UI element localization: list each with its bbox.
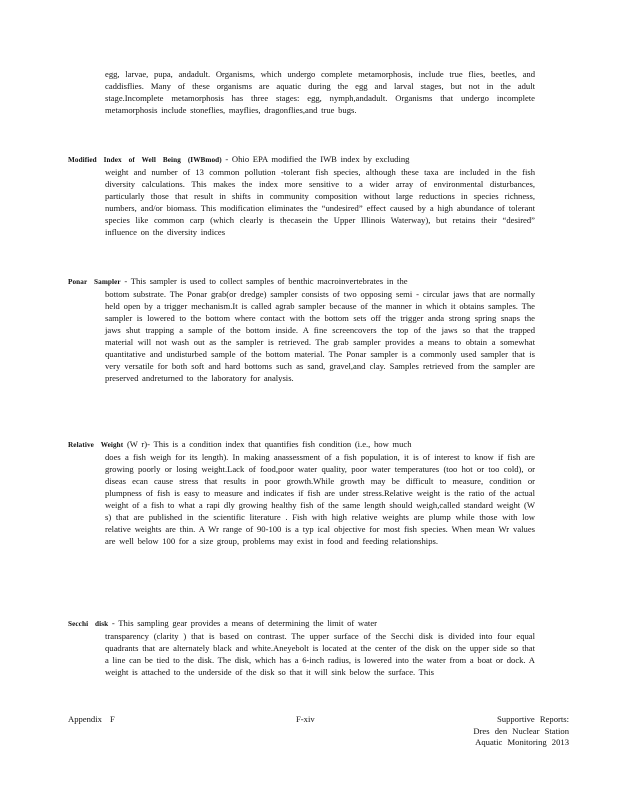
glossary-first-line: (W r)- This is a condition index that quantifies fish condition (i.e., how much xyxy=(126,439,412,449)
glossary-term: Secchi disk xyxy=(68,620,109,628)
glossary-definition: weight and number of 13 common pollution -tolerant fish species, although these taxa are included in the fish diversity calculations. This makes the index more sensitive to a wider array of environmental disturbances, particularly those that result in shifts in community composition without large reductions in species richness, numbers, and/or biomass. This modification eliminates the “undesired” effect caused by a high abundance of tolerant species like common carp (which clearly is thecasein the Upper Illinois Waterway), but retains their “desired” influence on the diversity indices xyxy=(105,167,535,237)
footer-report-line: Dres den Nuclear Station xyxy=(473,725,569,736)
glossary-entry-ponar xyxy=(68,275,535,384)
footer-report-line: Aquatic Monitoring 2013 xyxy=(475,737,569,747)
footer-appendix: Appendix F xyxy=(68,714,115,724)
glossary-term: Ponar Sampler xyxy=(68,278,121,286)
glossary-definition: does a fish weigh for its length). In making anassessment of a fish population, it is of interest to know if fish are growing poorly or losing weight.Lack of food,poor water quality, poor water temperatures (too hot or too cold), or diseas ecan cause stress that results in poor growth.While growth may be difficult to measure, condition or plumpness of fish is easy to measure and indicates if fish are under stress.Relative weight is the ratio of the actual weight of a fish to what a rapi dly growing healthy fish of the same length should weigh,called standard weight (W s) that are published in the scientific literature . Fish with high relative weights are plump while those with low relative weights are thin. A Wr range of 90-100 is a typ ical objective for most fish species. When mean Wr values are well below 100 for a size group, problems may exist in food and feeding relationships. xyxy=(105,452,535,546)
glossary-entry-secchi-disk xyxy=(68,617,535,678)
glossary-term: Modified Index of Well Being (IWBmod) xyxy=(68,156,222,164)
continued-paragraph: egg, larvae, pupa, andadult. Organisms, which undergo complete metamorphosis, include true flies, beetles, and caddisflies. Many of these organisms are aquatic during the egg and larval stages, but not in the adult stage.Incomplete metamorphosis has three stages: egg, nymph,andadult. Organisms that undergo incomplete metamorphosis include stoneflies, mayflies, dragonflies,and true bugs. xyxy=(105,69,535,115)
footer-report-info xyxy=(473,714,569,749)
footer-report-line: Supportive Reports: xyxy=(497,714,569,724)
glossary-entry-relative-weight xyxy=(68,438,535,547)
glossary-first-line: - Ohio EPA modified the IWB index by excluding xyxy=(225,154,410,164)
glossary-term: Relative Weight xyxy=(68,441,124,449)
footer-page-number: F-xiv xyxy=(296,714,315,724)
glossary-definition: transparency (clarity ) that is based on contrast. The upper surface of the Secchi disk is divided into four equal quadrants that are alternately black and white.Aneyebolt is located at the center of the disk on the upper side so that a line can be tied to the disk. The disk, which has a 6-inch radius, is lowered into the water from a boat or dock. A weight is attached to the underside of the disk so that it will sink below the surface. This xyxy=(105,631,535,677)
glossary-definition: bottom substrate. The Ponar grab(or dredge) sampler consists of two opposing semi - circular jaws that are normally held open by a trigger mechanism.It is called agrab sampler because of the manner in which it obtains samples. The sampler is lowered to the bottom where contact with the bottom sets off the trigger anda strong spring snaps the jaws shut trapping a sample of the bottom inside. A fine screencovers the top of the jaws so that the trapped material will not wash out as the sampler is retrieved. The grab sampler provides a means to obtain a somewhat quantitative and undisturbed sample of the bottom material. The Ponar sampler is a commonly used sampler that is very versatile for both soft and hard bottoms such as sand, gravel,and clay. Samples retrieved from the sampler are preserved andreturned to the laboratory for analysis. xyxy=(105,289,535,383)
glossary-first-line: - This sampler is used to collect samples of benthic macroinvertebrates in the xyxy=(124,276,408,286)
glossary-first-line: - This sampling gear provides a means of determining the limit of water xyxy=(111,618,377,628)
glossary-entry-iwbmod xyxy=(68,153,535,238)
